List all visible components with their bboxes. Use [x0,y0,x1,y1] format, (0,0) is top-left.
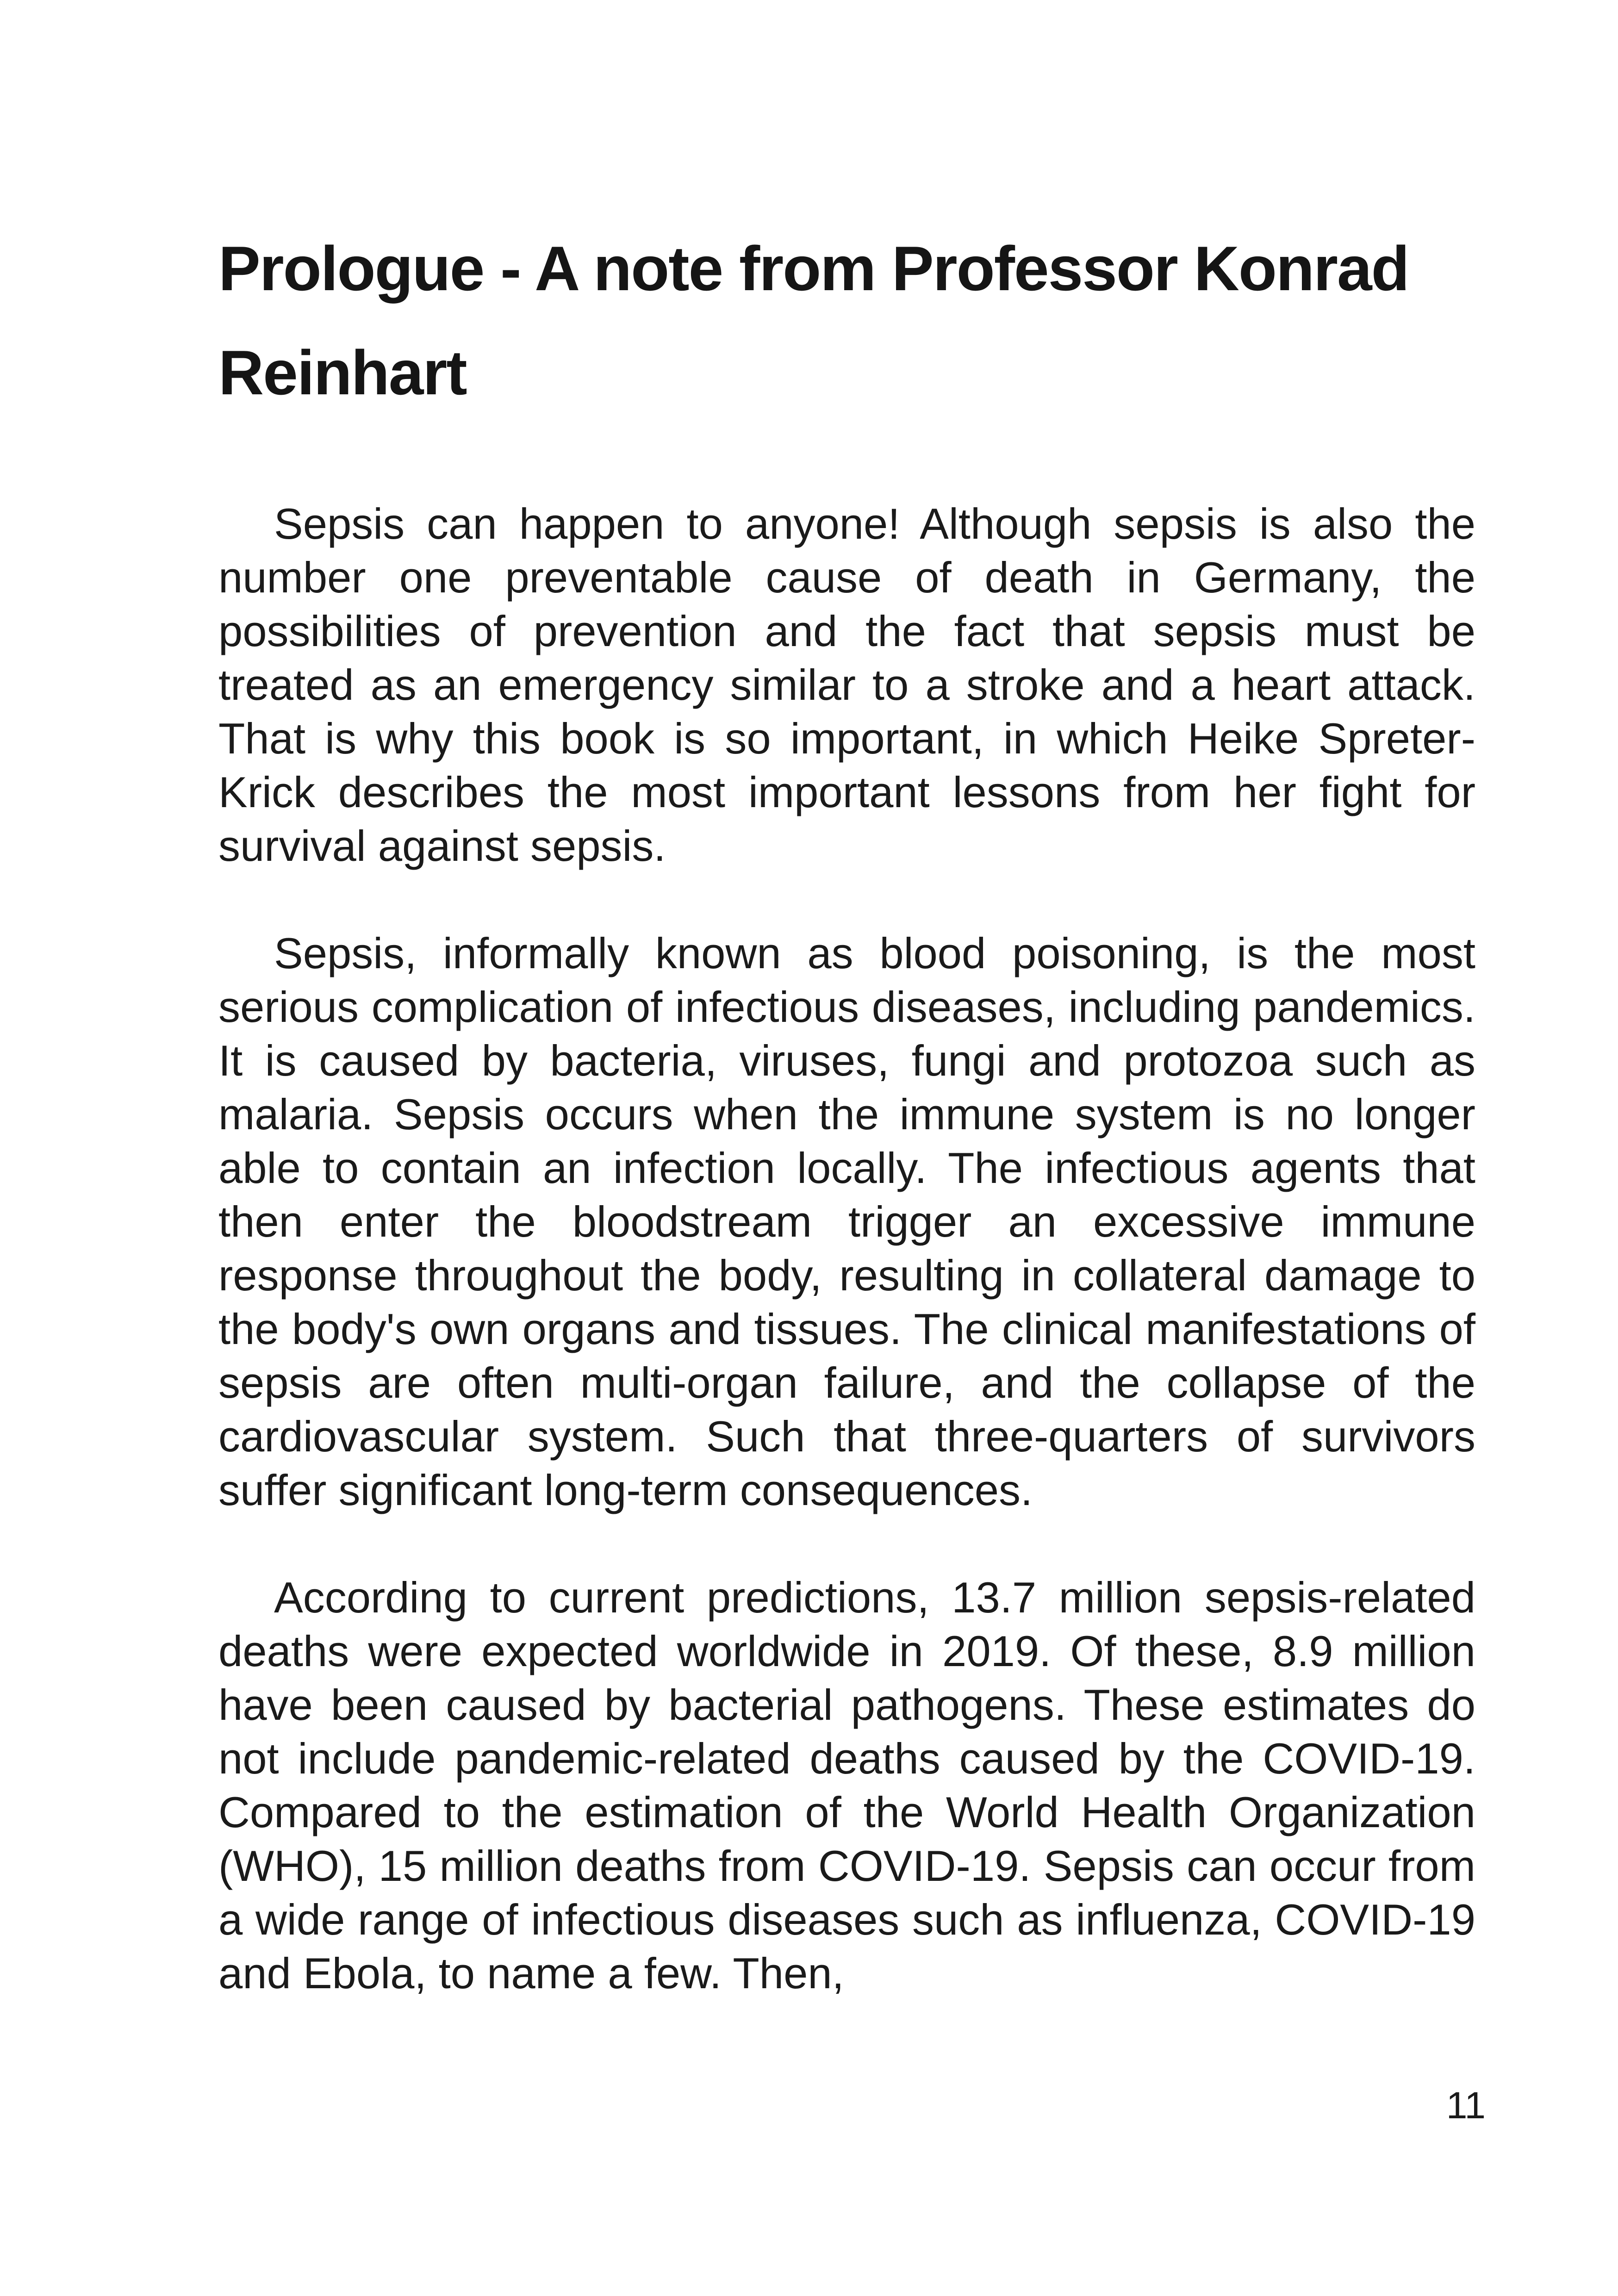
page-number: 11 [1446,2084,1486,2127]
paragraph-2: Sepsis, informally known as blood poisoning, is the most serious complication of infectious diseases, including pandemics. It is caused by bacteria, viruses, fungi and protozoa such as malaria. Sepsis occurs when the immune system is no longer able to contain an infection locally. The infectious agents that then enter the bloodstream trigger an excessive immune response throughout the body, resulting in collateral damage to the body's own organs and tissues. The clinical manifestations of sepsis are often multi-organ failure, and the collapse of the cardiovascular system. Such that three-quarters of survivors suffer significant long-term consequences. [218,929,1475,1514]
page-title: Prologue - A note from Professor Konrad Reinhart [218,233,1409,408]
paragraph-1: Sepsis can happen to anyone! Although sepsis is also the number one preventable cause of death in Germany, the possibilities of prevention and the fact that sepsis must be treated as an emergency similar to a stroke and a heart attack. That is why this book is so important, in which Heike Spreter-Krick describes the most important lessons from her fight for survival against sepsis. [218,499,1475,870]
body-text [218,497,1475,2054]
paragraph-3: According to current predictions, 13.7 million sepsis-related deaths were expected worldwide in 2019. Of these, 8.9 million have been caused by bacterial pathogens. These estimates do not include pandemic-related deaths caused by the COVID-19. Compared to the estimation of the World Health Organization (WHO), 15 million deaths from COVID-19. Sepsis can occur from a wide range of infectious diseases such as influenza, COVID-19 and Ebola, to name a few. Then, [218,1573,1475,1997]
